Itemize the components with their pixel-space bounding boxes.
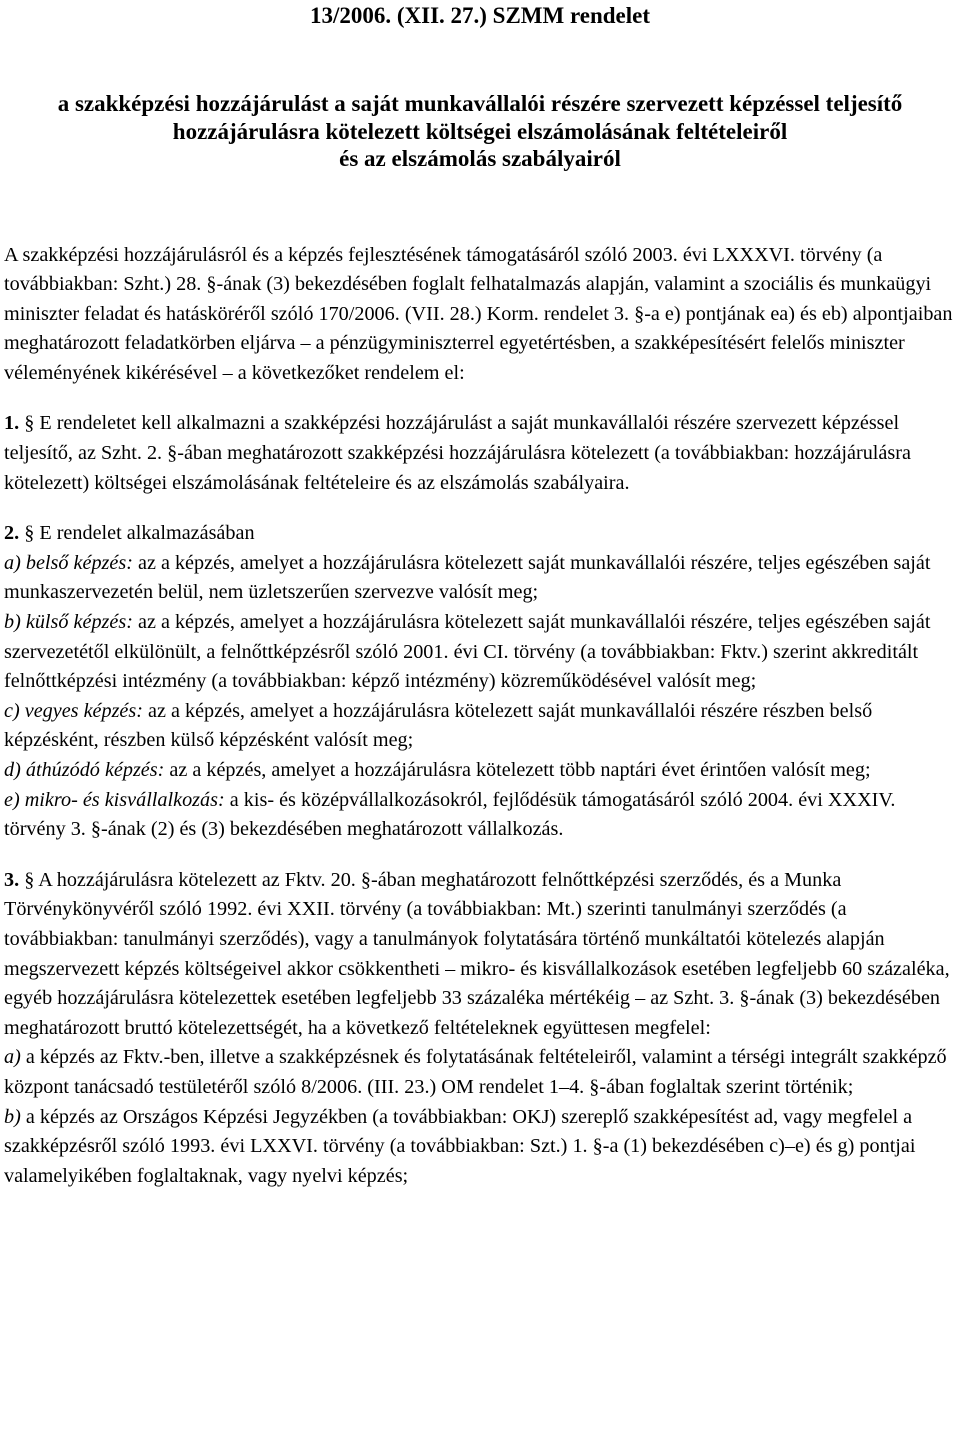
definition-text: az a képzés, amelyet a hozzájárulásra kötelezett saját munkavállalói részére, teljes egészében saját szervezetétől elkülönült, a felnőttképzésről szóló 2001. évi CI. törvény (a továbbiakban: Fktv.) szerint akkreditált felnőttképzési intézmény (a továbbiakban: képző intézmény) közreműködésével valósít meg; [4,611,931,693]
definition-term: c) vegyes képzés: [4,699,143,722]
condition-label: b) [4,1105,21,1128]
subtitle-line: a szakképzési hozzájárulást a saját munkavállalói részére szervezett képzéssel teljesítő [57,91,903,116]
subtitle-line: hozzájárulásra kötelezett költségei elszámolásának feltételeiről [172,118,788,144]
section-body [4,866,956,1044]
definition-item [4,697,956,756]
definition-item [4,608,956,697]
definition-item [4,756,956,786]
preamble-paragraph: A szakképzési hozzájárulásról és a képzés fejlesztésének támogatásáról szóló 2003. évi LXXXVI. törvény (a továbbiakban: Szht.) 28. §-ának (3) bekezdésében foglalt felhatalmazás alapján, valamint a szociális és munkaügyi miniszter feladat és hatásköréről szóló 170/2006. (VII. 28.) Korm. rendelet 3. §-a e) pontjának ea) és eb) alpontjaiban meghatározott feladatkörben eljárva – a pénzügyminiszterrel egyetértésben, a szakképesítésért felelős miniszter véleményének kikérésével – a következőket rendelem el: [4,243,953,384]
section-intro [4,519,956,549]
definition-term: e) mikro- és kisvállalkozás: [4,788,225,811]
section-intro-text: § E rendelet alkalmazásában [24,522,255,545]
definition-item [4,549,956,608]
definition-text: az a képzés, amelyet a hozzájárulásra kötelezett saját munkavállalói részére részben belső képzésként, részben külső képzésként valósít meg; [4,699,873,752]
definition-term: b) külső képzés: [4,611,133,634]
condition-item [4,1043,956,1102]
section-number: 3. [4,868,20,891]
section-1 [4,409,956,498]
document-title: 13/2006. (XII. 27.) SZMM rendelet [309,3,651,28]
definition-term: d) áthúzódó képzés: [4,759,165,781]
condition-label: a) [4,1046,21,1069]
definition-text: az a képzés, amelyet a hozzájárulásra kötelezett több naptári évet érintően valósít meg; [169,759,871,781]
definition-text: a kis- és középvállalkozásokról, fejlődésük támogatásáról szóló 2004. évi XXXIV. törvény 3. §-ának (2) és (3) bekezdésében meghatározott vállalkozás. [4,788,896,841]
definition-item [4,786,956,845]
condition-item [4,1103,956,1192]
section-text: § A hozzájárulásra kötelezett az Fktv. 20. §-ában meghatározott felnőttképzési szerződés, és a Munka Törvénykönyvéről szóló 1992. évi XXII. törvény (a továbbiakban: Mt.) szerinti tanulmányi szerződés (a továbbiakban: tanulmányi szerződés), vagy a tanulmányok folytatására történő munkáltatói kötelezés alapján megszervezett képzés költségeivel akkor csökkentheti – mikro- és kisvállalkozások esetében legfeljebb 60 százaléka, egyéb hozzájárulásra kötelezettek esetében legfeljebb 33 százaléka mértékéig – az Szht. 3. §-ának (3) bekezdésében meghatározott bruttó kötelezettségét, ha a következő feltételeknek együttesen megfelel: [4,868,950,1039]
definition-term: a) belső képzés: [4,551,133,574]
subtitle-line: és az elszámolás szabályairól [339,146,621,171]
section-2 [4,519,956,845]
section-number: 2. [4,522,20,545]
section-number: 1. [4,412,20,435]
condition-text: a képzés az Országos Képzési Jegyzékben (a továbbiakban: OKJ) szereplő szakképesítést ad, vagy megfelel a szakképzésről szóló 1993. évi LXXVI. törvény (a továbbiakban: Szt.) 1. §-a (1) bekezdésében c)–e) és g) pontjai valamelyikében foglaltaknak, vagy nyelvi képzés; [4,1105,916,1187]
definition-text: az a képzés, amelyet a hozzájárulásra kötelezett saját munkavállalói részére, teljes egészében saját munkaszervezetén belül, nem üzletszerűen szervezve valósít meg; [4,551,931,604]
section-text: § E rendeletet kell alkalmazni a szakképzési hozzájárulást a saját munkavállalói részére szervezett képzéssel teljesítő, az Szht. 2. §-ában meghatározott szakképzési hozzájárulásra kötelezett (a továbbiakban: hozzájárulásra kötelezett) költségei elszámolásának feltételeire és az elszámolás szabályaira. [4,412,911,494]
condition-text: a képzés az Fktv.-ben, illetve a szakképzésnek és folytatásának feltételeiről, valamint a térségi integrált szakképző központ tanácsadó testületéről szóló 8/2006. (III. 23.) OM rendelet 1–4. §-ában foglaltak szerint történik; [4,1046,947,1098]
section-3 [4,866,956,1192]
document-page [4,0,956,1191]
document-subtitle [4,90,956,173]
